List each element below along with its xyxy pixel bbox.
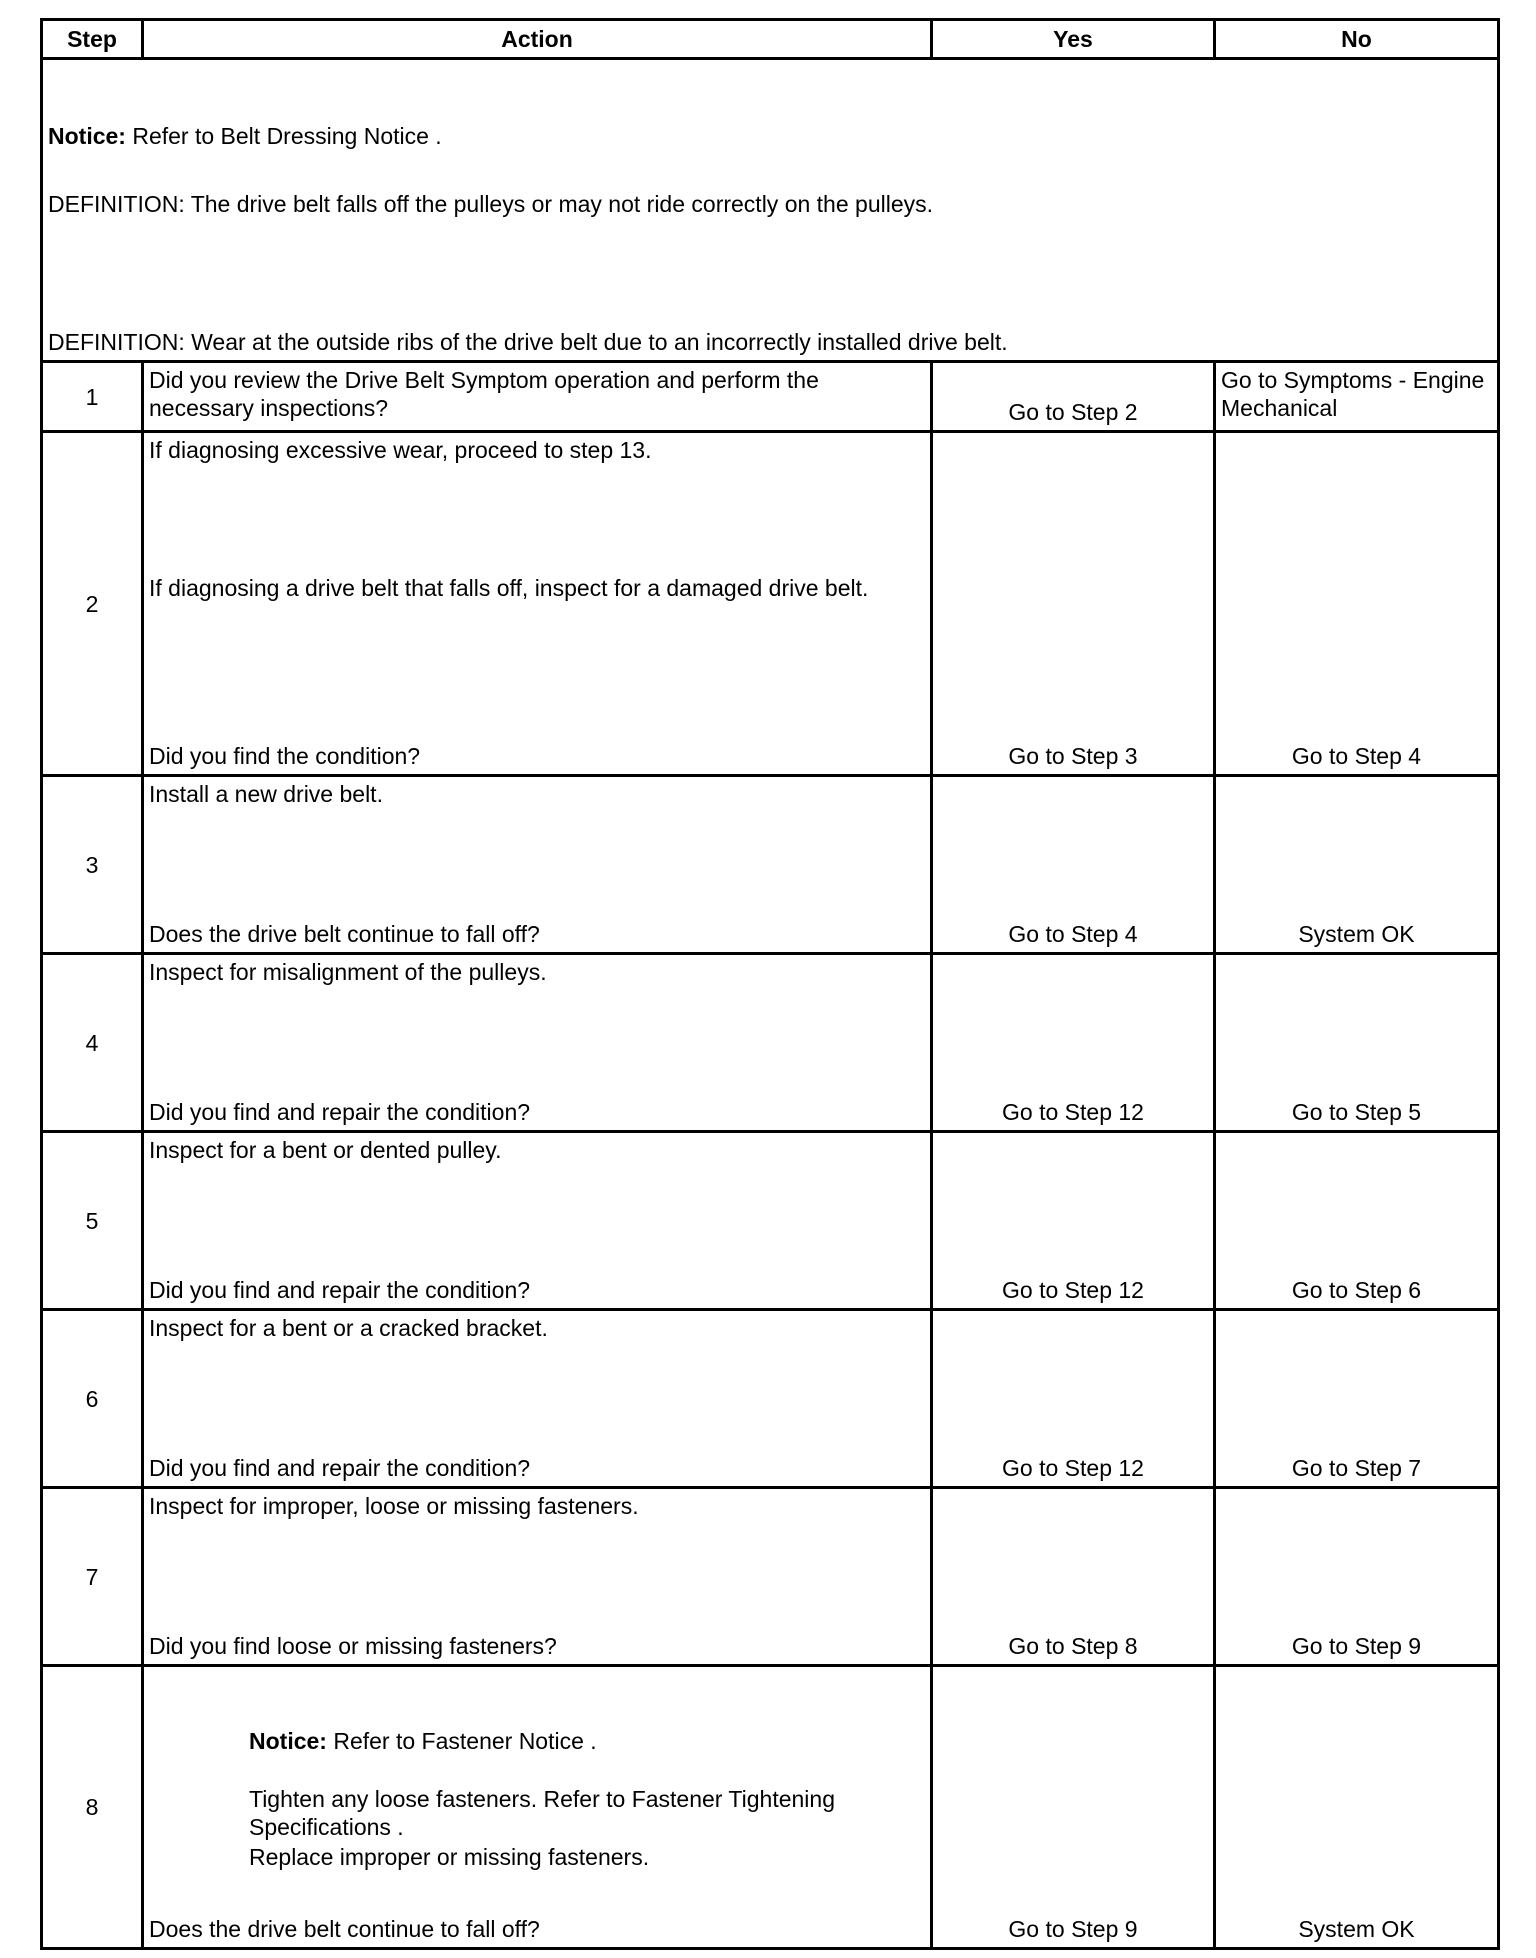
no-result: System OK [1215, 776, 1499, 954]
action-cell [143, 1666, 932, 1949]
step-number: 8 [42, 1666, 143, 1949]
action-cell [143, 432, 932, 776]
header-row [42, 20, 1499, 59]
action-question: Did you find and repair the condition? [149, 1455, 531, 1481]
action-question: Does the drive belt continue to fall off? [149, 921, 540, 947]
table-row [42, 1488, 1499, 1666]
no-result: Go to Step 5 [1215, 954, 1499, 1132]
action-question: Did you find the condition? [149, 743, 421, 769]
yes-result: Go to Step 12 [932, 954, 1215, 1132]
header-action: Action [143, 20, 932, 59]
intro-definition-1: DEFINITION: The drive belt falls off the pulleys or may not ride correctly on the pulleys. [48, 191, 934, 217]
action-question: Did you find loose or missing fasteners? [149, 1633, 557, 1659]
action-text-secondary: If diagnosing a drive belt that falls off, inspect for a damaged drive belt. [149, 575, 869, 601]
yes-result: Go to Step 8 [932, 1488, 1215, 1666]
intro-notice-text: Refer to Belt Dressing Notice . [125, 123, 442, 149]
table-row [42, 362, 1499, 432]
step-number: 5 [42, 1132, 143, 1310]
intro-definition-2: DEFINITION: Wear at the outside ribs of the drive belt due to an incorrectly installed drive belt. [48, 329, 1008, 355]
table-row [42, 1132, 1499, 1310]
action-instruction-2: Replace improper or missing fasteners. [249, 1844, 650, 1870]
step-number: 1 [42, 362, 143, 432]
step-number: 4 [42, 954, 143, 1132]
no-result: System OK [1215, 1666, 1499, 1949]
action-cell [143, 776, 932, 954]
action-text: Install a new drive belt. [149, 781, 383, 807]
action-cell [143, 1488, 932, 1666]
action-question: Does the drive belt continue to fall off? [149, 1916, 540, 1942]
table-row [42, 954, 1499, 1132]
action-instruction-1: Tighten any loose fasteners. Refer to Fastener Tightening Specifications . [249, 1786, 835, 1840]
intro-notice [48, 122, 1492, 150]
step-number: 2 [42, 432, 143, 776]
action-question: Did you find and repair the condition? [149, 1277, 531, 1303]
step-number: 7 [42, 1488, 143, 1666]
yes-result: Go to Step 2 [932, 362, 1215, 432]
no-result: Go to Step 9 [1215, 1488, 1499, 1666]
action-text: Inspect for a bent or a cracked bracket. [149, 1315, 548, 1341]
yes-result: Go to Step 12 [932, 1132, 1215, 1310]
no-result: Go to Step 4 [1215, 432, 1499, 776]
yes-result: Go to Step 4 [932, 776, 1215, 954]
table-row [42, 432, 1499, 776]
yes-result: Go to Step 9 [932, 1666, 1215, 1949]
diagnostic-table-sheet [40, 18, 1497, 1950]
intro-notice-label: Notice: [48, 123, 126, 149]
fastener-notice-label: Notice: [249, 1728, 327, 1754]
yes-result: Go to Step 12 [932, 1310, 1215, 1488]
header-no: No [1215, 20, 1499, 59]
table-row [42, 1310, 1499, 1488]
table-row [42, 776, 1499, 954]
intro-row [42, 59, 1499, 362]
table-row [42, 1666, 1499, 1949]
no-result: Go to Step 7 [1215, 1310, 1499, 1488]
fastener-notice [249, 1727, 925, 1755]
action-cell [143, 1132, 932, 1310]
diagnostic-table [40, 18, 1500, 1950]
action-cell [143, 1310, 932, 1488]
action-cell [143, 954, 932, 1132]
header-yes: Yes [932, 20, 1215, 59]
action-text: Inspect for improper, loose or missing fasteners. [149, 1493, 639, 1519]
step-number: 3 [42, 776, 143, 954]
header-step: Step [42, 20, 143, 59]
fastener-notice-text: Refer to Fastener Notice . [326, 1728, 597, 1754]
step-number: 6 [42, 1310, 143, 1488]
action-text: Did you review the Drive Belt Symptom operation and perform the necessary inspections? [143, 362, 932, 432]
no-result: Go to Step 6 [1215, 1132, 1499, 1310]
no-result: Go to Symptoms - Engine Mechanical [1215, 362, 1499, 432]
action-text: If diagnosing excessive wear, proceed to step 13. [149, 437, 652, 463]
action-text: Inspect for misalignment of the pulleys. [149, 959, 547, 985]
yes-result: Go to Step 3 [932, 432, 1215, 776]
action-text: Inspect for a bent or dented pulley. [149, 1137, 502, 1163]
action-question: Did you find and repair the condition? [149, 1099, 531, 1125]
intro-cell [42, 59, 1499, 362]
